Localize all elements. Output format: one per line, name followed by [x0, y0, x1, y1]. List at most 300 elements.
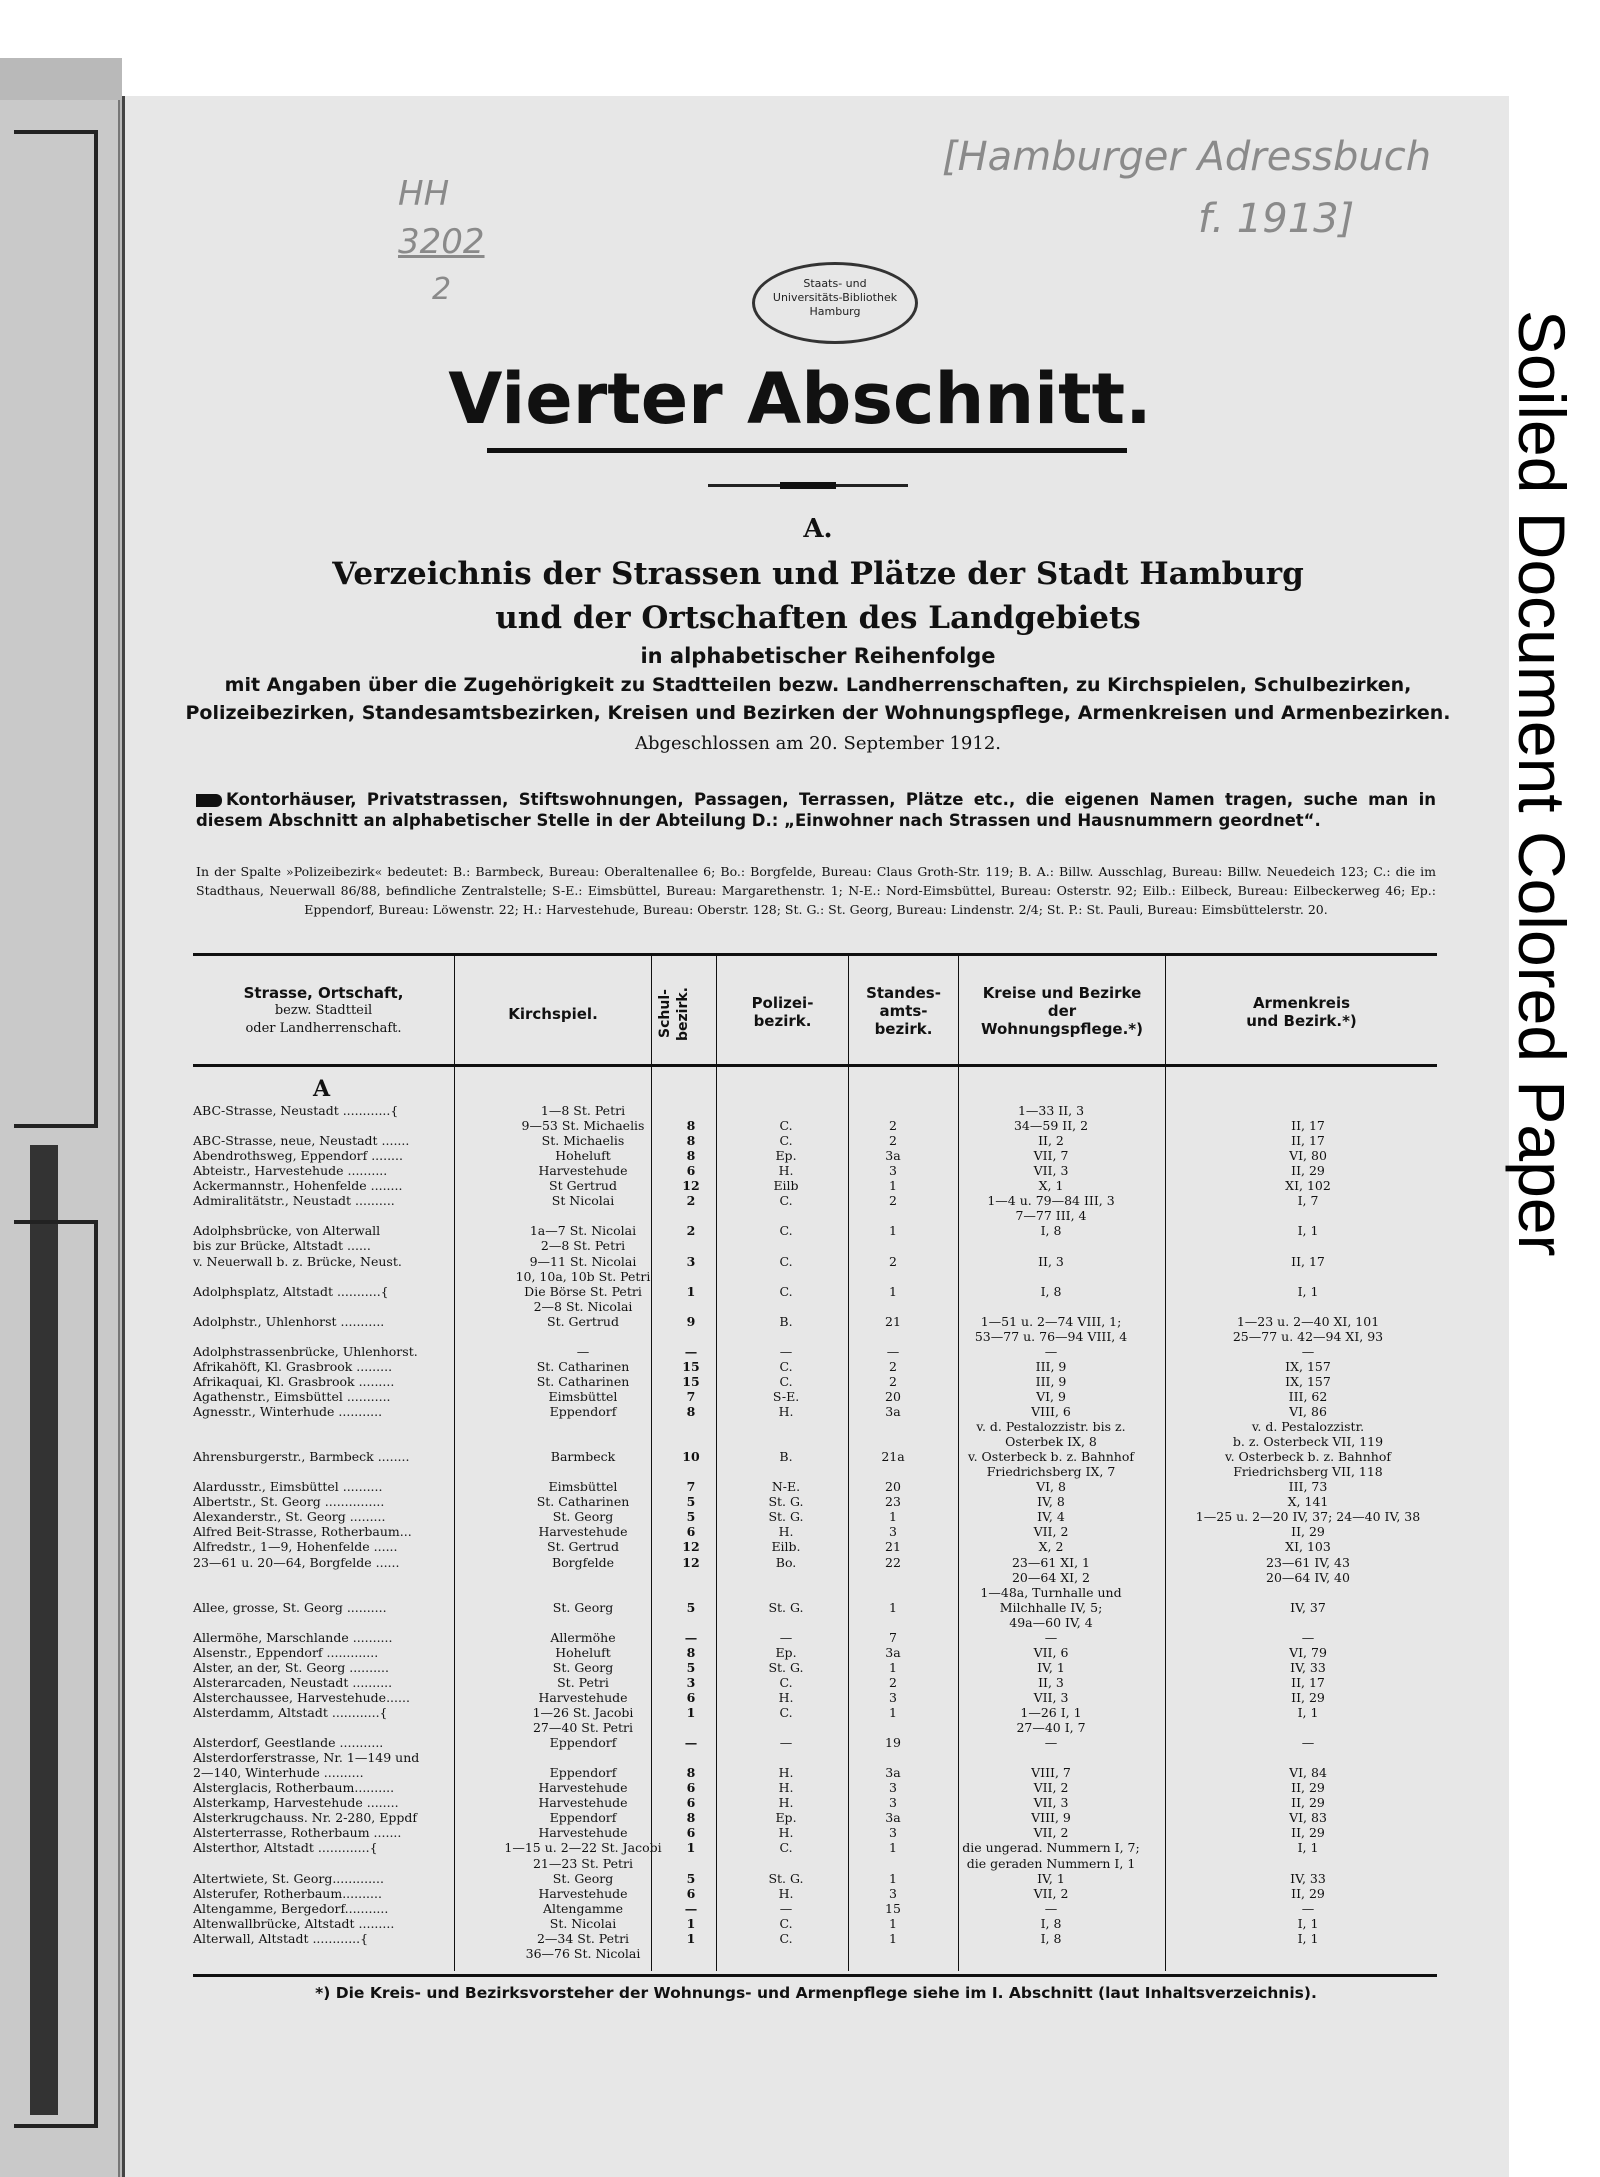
cell-armen: I, 7 — [1297, 1193, 1319, 1209]
cell-kirch: St Nicolai — [551, 1193, 615, 1209]
cell-kirch: Allermöhe — [550, 1629, 616, 1645]
cell-kreis: die geraden Nummern I, 1 — [966, 1855, 1136, 1871]
cell-armen: I, 1 — [1297, 1840, 1319, 1856]
cell-name: Alsterkamp, Harvestehude ........ — [193, 1795, 399, 1811]
cell-kreis: — — [1044, 1900, 1058, 1916]
cell-name: Adolphsplatz, Altstadt ...........{ — [193, 1283, 389, 1299]
cell-kreis: IV, 4 — [1037, 1509, 1065, 1525]
cell-kirch: St. Gertrud — [547, 1539, 619, 1555]
cell-stand: 1 — [889, 1840, 897, 1856]
cell-kirch: 9—11 St. Nicolai — [529, 1253, 637, 1269]
cell-armen: I, 1 — [1297, 1705, 1319, 1720]
cell-name: Alsterdorf, Geestlande ........... — [193, 1735, 384, 1751]
cell-name: Alsterdorferstrasse, Nr. 1—149 und — [193, 1750, 420, 1766]
cell-pol: C. — [779, 1930, 793, 1946]
cell-kreis: Friedrichsberg IX, 7 — [986, 1464, 1116, 1480]
cell-pol: H. — [778, 1795, 794, 1811]
cell-kirch: St. Catharinen — [536, 1373, 630, 1389]
cell-armen: II, 29 — [1291, 1524, 1325, 1540]
cell-kreis: Milchhalle IV, 5; — [999, 1599, 1103, 1615]
cell-armen: — — [1301, 1629, 1315, 1645]
header-label: Standes- — [866, 984, 941, 1002]
cell-schul: 6 — [686, 1524, 696, 1540]
footnote: *) Die Kreis- und Bezirksvorsteher der Wohnungs- und Armenpflege siehe im I. Abschnitt (laut Inhaltsverzeichnis). — [315, 1984, 1317, 2002]
cell-kreis: 53—77 u. 76—94 VIII, 4 — [974, 1328, 1128, 1344]
cell-kirch: Harvestehude — [538, 1524, 628, 1540]
cell-kirch: Altengamme — [542, 1900, 624, 1916]
cell-kirch: Harvestehude — [538, 1163, 628, 1179]
cell-schul: 2 — [686, 1193, 696, 1209]
cell-kirch: 2—8 St. Nicolai — [533, 1298, 633, 1314]
cell-stand: 3a — [885, 1644, 901, 1660]
cell-stand: 1 — [889, 1870, 897, 1886]
cell-stand: 20 — [885, 1479, 901, 1495]
cell-armen: VI, 84 — [1289, 1765, 1327, 1781]
header-label: bezirk. — [753, 1012, 812, 1030]
cell-name: Alsterkrugchauss. Nr. 2-280, Eppdf — [193, 1810, 417, 1826]
header-bottom-rule — [193, 1064, 1437, 1067]
cell-armen: XI, 102 — [1285, 1178, 1331, 1194]
cell-kreis: VII, 7 — [1033, 1148, 1069, 1164]
cell-name: Agathenstr., Eimsbüttel ........... — [193, 1388, 391, 1404]
cell-schul: — — [684, 1343, 698, 1359]
cell-kirch: Eppendorf — [549, 1765, 617, 1781]
cell-schul: 5 — [686, 1599, 696, 1615]
cell-kreis: 23—61 XI, 1 — [1011, 1554, 1091, 1570]
cell-kirch: Borgfelde — [551, 1554, 615, 1570]
cell-pol: C. — [779, 1133, 793, 1149]
cell-stand: 1 — [889, 1283, 897, 1299]
cell-name: Altenwallbrücke, Altstadt ......... — [193, 1915, 395, 1931]
cell-name: Adolphstr., Uhlenhorst ........... — [193, 1313, 385, 1329]
cell-pol: Ep. — [775, 1810, 797, 1826]
stamp-line: Staats- und — [803, 277, 867, 290]
cell-kreis: 49a—60 IV, 4 — [1009, 1614, 1093, 1630]
cell-pol: C. — [779, 1223, 793, 1239]
cell-schul: 12 — [682, 1539, 700, 1555]
cell-pol: C. — [779, 1358, 793, 1374]
cell-armen: II, 17 — [1291, 1253, 1325, 1269]
cell-schul: 12 — [682, 1178, 700, 1194]
cell-schul: 8 — [686, 1133, 696, 1149]
column-divider — [716, 956, 717, 1971]
cell-kirch: St. Nicolai — [549, 1915, 617, 1931]
cell-armen: IV, 33 — [1290, 1870, 1326, 1886]
header-schulbezirk: Schul-bezirk. — [657, 987, 691, 1041]
cell-stand: 23 — [885, 1494, 901, 1510]
cell-kreis: II, 2 — [1038, 1133, 1064, 1149]
cell-stand: 2 — [889, 1358, 897, 1374]
cell-stand: 1 — [889, 1659, 897, 1675]
cell-schul: 6 — [686, 1795, 696, 1811]
cell-armen: X, 141 — [1287, 1494, 1329, 1510]
header-armenkreis — [1166, 994, 1437, 1030]
shelfmark-annotation: HH — [398, 174, 450, 214]
subtitle-line: Polizeibezirken, Standesamtsbezirken, Kreisen und Bezirken der Wohnungspflege, Armenkreisen und Armenbezirken. — [185, 702, 1451, 724]
cell-pol: Eilb. — [771, 1539, 801, 1555]
cell-stand: 3a — [885, 1404, 901, 1419]
header-polizeibezirk — [717, 994, 848, 1030]
cell-kreis: II, 3 — [1038, 1674, 1064, 1690]
cell-pol: St. G. — [768, 1659, 804, 1675]
stamp-line: Universitäts-Bibliothek — [772, 291, 898, 304]
cell-kreis: VII, 3 — [1033, 1795, 1069, 1811]
cell-armen: — — [1301, 1900, 1315, 1916]
cell-kirch: 1—15 u. 2—22 St. Jacobi — [504, 1840, 662, 1856]
cell-stand: 3 — [889, 1689, 897, 1705]
cell-kreis: I, 8 — [1040, 1223, 1062, 1239]
cell-name: Afrikahöft, Kl. Grasbrook ......... — [193, 1358, 393, 1374]
cell-armen: II, 29 — [1291, 1825, 1325, 1841]
cell-kreis: — — [1044, 1735, 1058, 1751]
cell-stand: 20 — [885, 1388, 901, 1404]
cell-schul: 8 — [686, 1644, 696, 1660]
cell-kirch: Eppendorf — [549, 1404, 617, 1419]
cell-armen: I, 1 — [1297, 1223, 1319, 1239]
cell-armen: VI, 79 — [1289, 1644, 1327, 1660]
cell-pol: C. — [779, 1193, 793, 1209]
section-letter: A. — [803, 514, 833, 544]
cell-armen: VI, 86 — [1289, 1404, 1327, 1419]
cell-kreis: 1—4 u. 79—84 III, 3 — [987, 1193, 1115, 1209]
cell-schul: 7 — [686, 1479, 696, 1495]
cell-stand: 3 — [889, 1795, 897, 1811]
table-top-rule — [193, 953, 1437, 956]
cell-pol: H. — [778, 1825, 794, 1841]
cell-armen: I, 1 — [1297, 1915, 1319, 1931]
cell-stand: 21 — [885, 1539, 901, 1555]
cell-kreis: IV, 8 — [1037, 1494, 1065, 1510]
cell-stand: 1 — [889, 1509, 897, 1525]
cell-name: Alfredstr., 1—9, Hohenfelde ...... — [193, 1539, 398, 1555]
cell-name: Alsterchaussee, Harvestehude...... — [193, 1689, 410, 1705]
cell-stand: 2 — [889, 1133, 897, 1149]
header-label: Polizei- — [751, 994, 814, 1012]
cell-schul: 5 — [686, 1509, 696, 1525]
cell-name: Afrikaquai, Kl. Grasbrook ......... — [193, 1373, 395, 1389]
cell-kreis: VII, 2 — [1033, 1825, 1069, 1841]
cell-kreis: 1—51 u. 2—74 VIII, 1; — [980, 1313, 1122, 1329]
cell-kirch: 1—8 St. Petri — [540, 1103, 626, 1118]
subtitle-line: mit Angaben über die Zugehörigkeit zu Stadtteilen bezw. Landherrenschaften, zu Kirchspielen, Schulbezirken, — [224, 674, 1412, 696]
cell-kirch: St. Michaelis — [541, 1133, 625, 1149]
header-wohnungspflege — [959, 984, 1165, 1038]
cell-kreis: III, 9 — [1035, 1358, 1067, 1374]
cell-armen: IX, 157 — [1285, 1373, 1331, 1389]
cell-name: Adolphstrassenbrücke, Uhlenhorst. — [193, 1343, 418, 1359]
cell-kirch: St. Gertrud — [547, 1313, 619, 1329]
cell-name: Alfred Beit-Strasse, Rotherbaum... — [193, 1524, 412, 1540]
cell-schul: 6 — [686, 1163, 696, 1179]
cell-name: Admiralitätstr., Neustadt .......... — [193, 1193, 395, 1209]
header-label: Strasse, Ortschaft, — [243, 984, 404, 1002]
cell-stand: 7 — [889, 1629, 897, 1645]
cell-pol: N-E. — [771, 1479, 801, 1495]
cell-stand: 22 — [885, 1554, 901, 1570]
cell-stand: 2 — [889, 1373, 897, 1389]
cell-name: Allermöhe, Marschlande .......... — [193, 1629, 393, 1645]
cell-kreis: — — [1044, 1343, 1058, 1359]
cell-pol: C. — [779, 1253, 793, 1269]
cell-kirch: Hoheluft — [555, 1644, 611, 1660]
cell-armen: VI, 83 — [1289, 1810, 1327, 1826]
header-standesamtsbezirk — [849, 984, 958, 1038]
cell-kreis: VII, 3 — [1033, 1163, 1069, 1179]
cell-pol: — — [779, 1735, 793, 1751]
cell-stand: 2 — [889, 1253, 897, 1269]
subtitle-line: in alphabetischer Reihenfolge — [640, 644, 996, 668]
cell-kreis: IV, 1 — [1037, 1659, 1065, 1675]
cell-kreis: I, 8 — [1040, 1930, 1062, 1946]
cell-armen: II, 29 — [1291, 1689, 1325, 1705]
cell-stand: 1 — [889, 1178, 897, 1194]
cell-kreis: VII, 3 — [1033, 1689, 1069, 1705]
cell-pol: S-E. — [772, 1388, 800, 1404]
cell-name: Alexanderstr., St. Georg ......... — [193, 1509, 386, 1525]
stamp-line: Hamburg — [809, 305, 861, 318]
cell-armen: II, 17 — [1291, 1133, 1325, 1149]
cell-schul: 1 — [686, 1840, 696, 1856]
cell-kirch: — — [576, 1343, 590, 1359]
page-title: Vierter Abschnitt. — [448, 358, 1152, 440]
cell-kirch: St Gertrud — [549, 1178, 617, 1194]
cell-pol: Ep. — [775, 1644, 797, 1660]
cell-name: Alsterthor, Altstadt .............{ — [193, 1840, 378, 1856]
cell-stand: 1 — [889, 1930, 897, 1946]
cell-name: v. Neuerwall b. z. Brücke, Neust. — [193, 1253, 402, 1269]
column-divider — [848, 956, 849, 1971]
cell-schul: 15 — [682, 1373, 700, 1389]
cell-kirch: St. Georg — [552, 1599, 614, 1615]
cell-kreis: 7—77 III, 4 — [1015, 1208, 1087, 1224]
cell-stand: 3a — [885, 1148, 901, 1164]
cell-kirch: 1—26 St. Jacobi — [532, 1705, 634, 1720]
cell-pol: — — [779, 1629, 793, 1645]
cell-armen: Friedrichsberg VII, 118 — [1233, 1464, 1383, 1480]
cell-pol: H. — [778, 1689, 794, 1705]
title-underline — [487, 448, 1127, 453]
cell-pol: H. — [778, 1765, 794, 1781]
cell-armen: 1—25 u. 2—20 IV, 37; 24—40 IV, 38 — [1195, 1509, 1421, 1525]
cell-kirch: 9—53 St. Michaelis — [521, 1118, 645, 1134]
cell-kirch: Eimsbüttel — [548, 1479, 618, 1495]
cell-armen: 20—64 IV, 40 — [1266, 1569, 1350, 1585]
cell-kreis: VII, 2 — [1033, 1885, 1069, 1901]
cell-pol: C. — [779, 1118, 793, 1134]
cell-stand: 3a — [885, 1765, 901, 1781]
cell-armen: III, 62 — [1288, 1388, 1328, 1404]
cell-kirch: 36—76 St. Nicolai — [525, 1945, 641, 1961]
cell-kreis: 27—40 I, 7 — [1016, 1720, 1086, 1736]
cell-name: bis zur Brücke, Altstadt ...... — [193, 1238, 371, 1254]
cell-name: Abendrothsweg, Eppendorf ........ — [193, 1148, 403, 1164]
cell-schul: 6 — [686, 1689, 696, 1705]
cell-pol: H. — [778, 1163, 794, 1179]
cell-pol: C. — [779, 1674, 793, 1690]
cell-kreis: IV, 1 — [1037, 1870, 1065, 1886]
cell-kreis: X, 2 — [1038, 1539, 1064, 1555]
cell-kreis: Osterbek IX, 8 — [1005, 1434, 1097, 1450]
cell-schul: 1 — [686, 1930, 696, 1946]
cell-kirch: Hoheluft — [555, 1148, 611, 1164]
cell-armen: II, 29 — [1291, 1163, 1325, 1179]
notice-text: Kontorhäuser, Privatstrassen, Stiftswohnungen, Passagen, Terrassen, Plätze etc., die eigenen Namen tragen, suche man in diesem Abschnitt an alphabetischer Stelle in der Abteilung D.: „Einwohner nach Strassen und Hausnummern geordnet“. — [196, 790, 1436, 830]
cell-stand: 19 — [885, 1735, 901, 1751]
cell-kirch: Eimsbüttel — [548, 1388, 618, 1404]
cell-armen: 23—61 IV, 43 — [1266, 1554, 1350, 1570]
cell-pol: C. — [779, 1373, 793, 1389]
cell-stand: 3 — [889, 1825, 897, 1841]
cell-kirch: Harvestehude — [538, 1795, 628, 1811]
cell-name: Alsterarcaden, Neustadt .......... — [193, 1674, 393, 1690]
cell-name: ABC-Strasse, neue, Neustadt ....... — [193, 1133, 410, 1149]
cell-kirch: 10, 10a, 10b St. Petri — [515, 1268, 651, 1284]
cell-schul: 1 — [686, 1705, 696, 1720]
cell-kreis: VII, 6 — [1033, 1644, 1069, 1660]
cell-stand: 1 — [889, 1223, 897, 1239]
cell-stand: 2 — [889, 1193, 897, 1209]
cell-kirch: St. Catharinen — [536, 1358, 630, 1374]
header-sublabel: bezw. Stadtteil — [274, 1003, 373, 1018]
cell-armen: II, 29 — [1291, 1795, 1325, 1811]
cell-pol: St. G. — [768, 1599, 804, 1615]
cell-kreis: 1—26 I, 1 — [1020, 1705, 1082, 1720]
cell-kirch: Harvestehude — [538, 1885, 628, 1901]
cell-pol: Bo. — [775, 1554, 797, 1570]
cell-pol: Eilb — [773, 1178, 799, 1194]
cell-kreis: 1—48a, Turnhalle und — [980, 1584, 1122, 1600]
cell-schul: 1 — [686, 1283, 696, 1299]
cell-stand: 1 — [889, 1599, 897, 1615]
cell-stand: — — [886, 1343, 900, 1359]
cell-kirch: 21—23 St. Petri — [532, 1855, 634, 1871]
cell-kirch: St. Petri — [557, 1674, 609, 1690]
cell-armen: I, 1 — [1297, 1283, 1319, 1299]
ornament-rule — [708, 484, 908, 487]
cell-name: Alsterterrasse, Rotherbaum ....... — [193, 1825, 402, 1841]
cell-kirch: Barmbeck — [550, 1449, 616, 1465]
cell-schul: — — [684, 1735, 698, 1751]
cell-pol: C. — [779, 1840, 793, 1856]
cell-kreis: X, 1 — [1038, 1178, 1064, 1194]
cell-name: Alterwall, Altstadt ............{ — [193, 1930, 369, 1946]
cell-kirch: 27—40 St. Petri — [532, 1720, 634, 1736]
cell-kirch: St. Georg — [552, 1659, 614, 1675]
cell-kreis: 34—59 II, 2 — [1013, 1118, 1089, 1134]
cell-schul: 7 — [686, 1388, 696, 1404]
table-bottom-rule — [193, 1974, 1437, 1977]
cell-armen: — — [1301, 1735, 1315, 1751]
cell-armen: 25—77 u. 42—94 XI, 93 — [1232, 1328, 1384, 1344]
cell-armen: II, 29 — [1291, 1780, 1325, 1796]
notice-paragraph — [196, 789, 1436, 831]
cell-pol: H. — [778, 1524, 794, 1540]
cell-name: Adolphsbrücke, von Alterwall — [193, 1223, 381, 1239]
cell-name: ABC-Strasse, Neustadt ............{ — [193, 1103, 399, 1118]
cell-schul: 8 — [686, 1765, 696, 1781]
cell-schul: 8 — [686, 1118, 696, 1134]
cell-pol: H. — [778, 1404, 794, 1419]
cell-pol: St. G. — [768, 1870, 804, 1886]
cell-schul: 6 — [686, 1825, 696, 1841]
cell-name: 23—61 u. 20—64, Borgfelde ...... — [193, 1554, 400, 1570]
cell-armen: XI, 103 — [1285, 1539, 1331, 1555]
cell-name: Ahrensburgerstr., Barmbeck ........ — [193, 1449, 410, 1465]
cell-name: Altengamme, Bergedorf........... — [193, 1900, 389, 1916]
cell-schul: 8 — [686, 1148, 696, 1164]
header-label: Kreise und Bezirke — [982, 984, 1142, 1002]
cell-armen: IV, 37 — [1290, 1599, 1326, 1615]
cell-pol: B. — [779, 1449, 793, 1465]
cell-pol: St. G. — [768, 1509, 804, 1525]
cell-name: Allee, grosse, St. Georg .......... — [193, 1599, 387, 1615]
cell-schul: 10 — [682, 1449, 700, 1465]
header-label: bezirk. — [874, 1020, 933, 1038]
cell-stand: 21 — [885, 1313, 901, 1329]
cell-stand: 3 — [889, 1524, 897, 1540]
cell-pol: — — [779, 1900, 793, 1916]
cell-armen: b. z. Osterbeck VII, 119 — [1232, 1434, 1384, 1450]
cell-kreis: VII, 2 — [1033, 1780, 1069, 1796]
cell-name: Alsterdamm, Altstadt ............{ — [193, 1705, 388, 1720]
cell-pol: H. — [778, 1780, 794, 1796]
cell-armen: v. Osterbeck b. z. Bahnhof — [1225, 1449, 1391, 1465]
cell-schul: 8 — [686, 1404, 696, 1419]
cell-kreis: VIII, 7 — [1031, 1765, 1071, 1781]
cell-armen: I, 1 — [1297, 1930, 1319, 1946]
cell-schul: 8 — [686, 1810, 696, 1826]
cell-armen: VI, 80 — [1289, 1148, 1327, 1164]
cell-kreis: VI, 8 — [1036, 1479, 1066, 1495]
cell-schul: 3 — [686, 1674, 696, 1690]
cell-kreis: VI, 9 — [1036, 1388, 1066, 1404]
cell-kirch: Die Börse St. Petri — [524, 1283, 642, 1299]
cell-stand: 21a — [881, 1449, 905, 1465]
cell-name: Alsterglacis, Rotherbaum.......... — [193, 1780, 395, 1796]
cell-kirch: Harvestehude — [538, 1689, 628, 1705]
cell-kreis: I, 8 — [1040, 1283, 1062, 1299]
group-letter: A — [313, 1076, 331, 1102]
header-kirchspiel: Kirchspiel. — [508, 1005, 598, 1023]
cell-armen: 1—23 u. 2—40 XI, 101 — [1236, 1313, 1380, 1329]
cell-name: Albertstr., St. Georg ............... — [193, 1494, 385, 1510]
header-label: Wohnungspflege.*) — [980, 1020, 1144, 1038]
cell-stand: 3 — [889, 1780, 897, 1796]
closing-date: Abgeschlossen am 20. September 1912. — [634, 733, 1001, 754]
cell-name: Abteistr., Harvestehude .......... — [193, 1163, 388, 1179]
cell-kirch: 1a—7 St. Nicolai — [529, 1223, 637, 1239]
cell-stand: 2 — [889, 1118, 897, 1134]
sidebar-label: Soiled Document Colored Paper — [1505, 310, 1579, 1257]
cell-armen: III, 73 — [1288, 1479, 1328, 1495]
cell-armen: II, 29 — [1291, 1885, 1325, 1901]
header-label: amts- — [879, 1002, 928, 1020]
abbreviation-note: In der Spalte »Polizeibezirk« bedeutet: B.: Barmbeck, Bureau: Oberaltenallee 6; Bo.: Borgfelde, Bureau: Claus Groth-Str. 119; B. A.: Billw. Ausschlag, Bureau: Billw. Neuedeich 123; C.: die im Stadthaus, Neuerwall 86/88, befindliche Zentralstelle; S-E.: Eimsbüttel, Bureau: Margarethenstr. 1; N-E.: Nord-Eimsbüttel, Bureau: Osterstr. 92; Eilb.: Eilbeck, Bureau: Eilbeckerweg 46; Ep.: Eppendorf, Bureau: Löwenstr. 22; H.: Harvestehude, Bureau: Oberstr. 128; St. G.: St. Georg, Bureau: Lindenstr. 2/4; St. P.: St. Pauli, Bureau: Eimsbüttelerstr. 20. — [196, 864, 1436, 917]
cell-stand: 1 — [889, 1705, 897, 1720]
library-stamp — [752, 262, 918, 344]
cell-stand: 1 — [889, 1915, 897, 1931]
cell-kreis: 20—64 XI, 2 — [1011, 1569, 1091, 1585]
cell-kirch: Harvestehude — [538, 1825, 628, 1841]
header-label: Armenkreis — [1252, 994, 1351, 1012]
cell-armen: II, 17 — [1291, 1118, 1325, 1134]
cell-stand: 2 — [889, 1674, 897, 1690]
cell-kreis: die ungerad. Nummern I, 7; — [962, 1840, 1140, 1856]
header-strasse — [193, 984, 454, 1038]
cell-kreis: — — [1044, 1629, 1058, 1645]
cell-kreis: I, 8 — [1040, 1915, 1062, 1931]
cell-schul: 5 — [686, 1659, 696, 1675]
